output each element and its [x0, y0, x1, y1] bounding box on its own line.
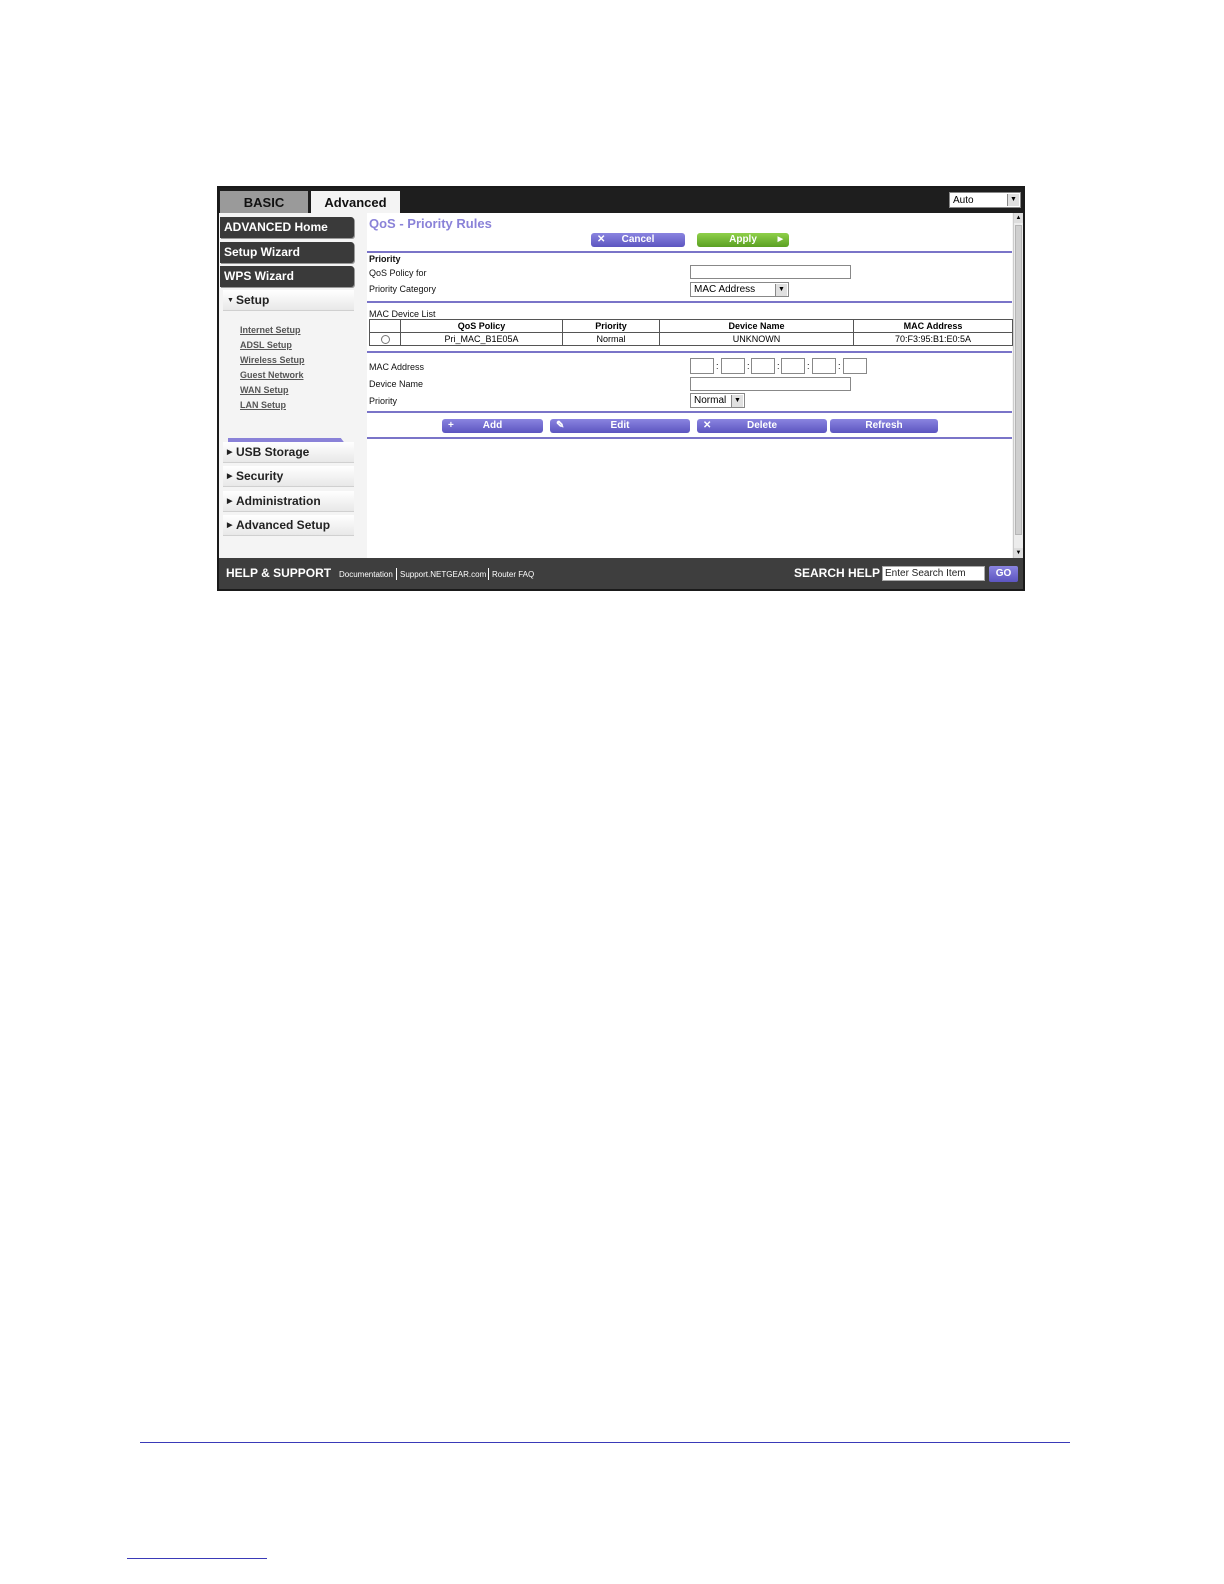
caret-right-icon: ▶	[227, 473, 233, 481]
qos-policy-input[interactable]	[690, 265, 851, 279]
scroll-down-icon[interactable]: ▼	[1015, 550, 1022, 556]
search-input[interactable]: Enter Search Item	[882, 566, 985, 581]
cancel-button-label: Cancel	[621, 234, 655, 245]
mac-octet-5-input[interactable]	[812, 358, 836, 374]
sidebar-setup-wizard[interactable]: Setup Wizard	[220, 242, 354, 263]
sidebar-wps-wizard[interactable]: WPS Wizard	[220, 266, 354, 287]
delete-button-label: Delete	[746, 420, 777, 431]
row-qos-policy: Pri_MAC_B1E05A	[401, 333, 563, 346]
documentation-link[interactable]: Documentation	[339, 570, 393, 579]
router-faq-link[interactable]: Router FAQ	[492, 570, 535, 579]
chevron-down-icon: ▼	[1007, 194, 1019, 206]
sidebar-section-setup[interactable]	[223, 290, 354, 311]
sidebar-section-label: Setup	[236, 293, 270, 307]
caret-right-icon: ▶	[227, 522, 233, 530]
table-header-select	[370, 320, 401, 333]
row-device-name: UNKNOWN	[660, 333, 854, 346]
language-value: Auto	[953, 195, 974, 206]
search-help-label: SEARCH HELP	[794, 566, 881, 580]
link-divider	[396, 568, 397, 580]
row-mac-address: 70:F3:95:B1:E0:5A	[854, 333, 1013, 346]
delete-button[interactable]	[697, 419, 827, 433]
pencil-icon: ✎	[556, 420, 565, 431]
scroll-up-icon[interactable]: ▲	[1015, 215, 1022, 221]
sidebar-section-label: Administration	[236, 494, 321, 508]
tab-basic[interactable]: BASIC	[220, 191, 308, 213]
router-admin-window	[217, 186, 1025, 591]
mac-separator: :	[777, 361, 780, 371]
sidebar-link-lan-setup[interactable]: LAN Setup	[240, 400, 286, 410]
priority-select[interactable]	[690, 393, 745, 408]
row-radio-button[interactable]	[381, 335, 390, 344]
sidebar-advanced-home[interactable]: ADVANCED Home	[220, 217, 354, 238]
support-netgear-link[interactable]: Support.NETGEAR.com	[400, 570, 487, 579]
page-rule	[140, 1442, 1070, 1443]
table-header-row	[370, 320, 1013, 333]
edit-button-label: Edit	[610, 420, 630, 431]
table-row	[370, 333, 1013, 346]
priority-label: Priority	[369, 396, 398, 406]
row-select-cell	[370, 333, 401, 346]
mac-separator: :	[838, 361, 841, 371]
divider	[367, 437, 1012, 439]
priority-value: Normal	[694, 395, 727, 406]
caret-right-icon: ▶	[227, 498, 233, 506]
scrollbar-thumb[interactable]	[1015, 225, 1022, 535]
mac-octet-4-input[interactable]	[781, 358, 805, 374]
priority-category-label: Priority Category	[369, 284, 437, 294]
divider	[367, 351, 1012, 353]
chevron-down-icon: ▼	[731, 395, 743, 407]
sidebar	[219, 213, 366, 558]
link-divider	[488, 568, 489, 580]
help-support-title: HELP & SUPPORT	[226, 566, 332, 580]
device-name-label: Device Name	[369, 379, 424, 389]
sidebar-section-label: Security	[236, 469, 284, 483]
table-header-priority: Priority	[563, 320, 660, 333]
refresh-button[interactable]	[830, 419, 938, 433]
footnote-rule	[127, 1558, 267, 1559]
main-content	[367, 213, 1012, 558]
sidebar-section-usb-storage[interactable]	[223, 442, 354, 463]
mac-octet-2-input[interactable]	[721, 358, 745, 374]
sidebar-link-wan-setup[interactable]: WAN Setup	[240, 385, 289, 395]
plus-icon: +	[448, 420, 454, 431]
search-go-button[interactable]: GO	[989, 566, 1018, 582]
priority-category-value: MAC Address	[694, 284, 756, 295]
sidebar-section-label: USB Storage	[236, 445, 310, 459]
apply-button[interactable]	[697, 233, 789, 247]
divider	[367, 301, 1012, 303]
priority-section-header: Priority	[369, 254, 401, 264]
mac-separator: :	[747, 361, 750, 371]
footer	[219, 558, 1023, 589]
sidebar-section-advanced-setup[interactable]	[223, 515, 354, 536]
table-header-mac-address: MAC Address	[854, 320, 1013, 333]
mac-separator: :	[716, 361, 719, 371]
refresh-button-label: Refresh	[865, 420, 903, 431]
caret-down-icon: ▼	[227, 297, 234, 305]
close-icon: ✕	[703, 420, 712, 431]
edit-button[interactable]	[550, 419, 690, 433]
sidebar-link-guest-network[interactable]: Guest Network	[240, 370, 304, 380]
divider	[367, 251, 1012, 253]
arrow-right-icon: ▶	[777, 236, 783, 243]
mac-address-label: MAC Address	[369, 362, 425, 372]
add-button[interactable]	[442, 419, 543, 433]
tab-advanced[interactable]: Advanced	[311, 191, 400, 213]
close-icon: ✕	[597, 234, 606, 245]
sidebar-link-wireless-setup[interactable]: Wireless Setup	[240, 355, 305, 365]
row-priority: Normal	[563, 333, 660, 346]
mac-separator: :	[807, 361, 810, 371]
table-header-qos-policy: QoS Policy	[401, 320, 563, 333]
page-title: QoS - Priority Rules	[369, 216, 492, 231]
sidebar-section-label: Advanced Setup	[236, 518, 331, 532]
table-header-device-name: Device Name	[660, 320, 854, 333]
mac-device-list-header: MAC Device List	[369, 309, 436, 319]
cancel-button[interactable]	[591, 233, 685, 247]
chevron-down-icon: ▼	[775, 284, 787, 296]
mac-octet-6-input[interactable]	[843, 358, 867, 374]
priority-category-select[interactable]	[690, 282, 789, 297]
device-name-input[interactable]	[690, 377, 851, 391]
qos-policy-for-label: QoS Policy for	[369, 268, 427, 278]
mac-octet-1-input[interactable]	[690, 358, 714, 374]
vertical-scrollbar[interactable]	[1013, 213, 1023, 558]
apply-button-label: Apply	[729, 234, 757, 245]
caret-right-icon: ▶	[227, 449, 233, 457]
divider	[367, 411, 1012, 413]
top-tab-bar	[219, 188, 1023, 213]
mac-device-table	[369, 319, 1013, 346]
sidebar-link-internet-setup[interactable]: Internet Setup	[240, 325, 301, 335]
sidebar-section-security[interactable]	[223, 466, 354, 487]
sidebar-link-adsl-setup[interactable]: ADSL Setup	[240, 340, 292, 350]
add-button-label: Add	[482, 420, 503, 431]
language-select[interactable]	[949, 192, 1021, 208]
sidebar-section-administration[interactable]	[223, 491, 354, 512]
mac-octet-3-input[interactable]	[751, 358, 775, 374]
